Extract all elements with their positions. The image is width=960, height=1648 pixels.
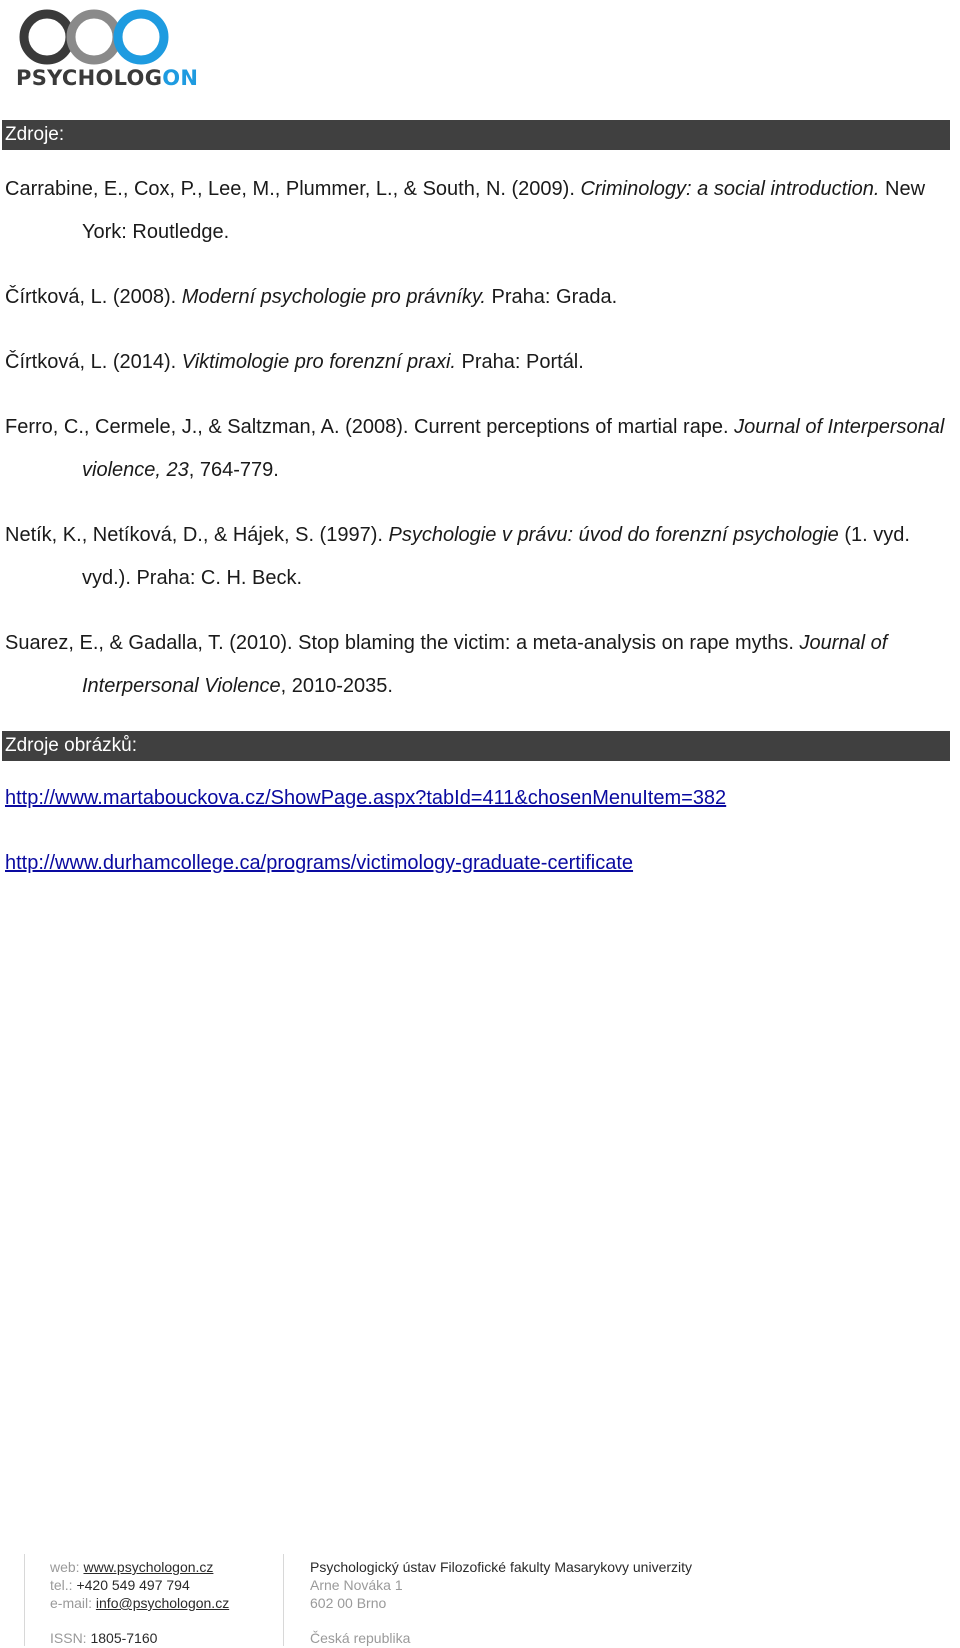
footer-institute: Psychologický ústav Filozofické fakulty Masarykovy univerzity — [310, 1559, 693, 1575]
footer-tel — [50, 1576, 229, 1594]
logo-rings-icon — [14, 6, 174, 68]
reference-text: Ferro, C., Cermele, J., & Saltzman, A. (2008). Current perceptions of martial rape. — [5, 416, 735, 438]
reference-title: Criminology: a social introduction. — [580, 178, 880, 200]
reference-title: Moderní psychologie pro právníky. — [181, 286, 486, 308]
reference-title: Psychologie v právu: úvod do forenzní psychologie — [388, 524, 839, 546]
reference-text: , 2010-2035. — [280, 675, 393, 697]
image-sources-heading: Zdroje obrázků: — [2, 731, 950, 761]
reference-title: Viktimologie pro forenzní praxi. — [181, 351, 456, 373]
footer-address — [310, 1558, 692, 1647]
reference-text: Netík, K., Netíková, D., & Hájek, S. (1997). — [5, 524, 389, 546]
footer-web-link[interactable]: www.psychologon.cz — [83, 1559, 214, 1575]
image-link-item — [5, 842, 955, 885]
psychologon-logo — [14, 6, 224, 92]
footer-label: e-mail: — [50, 1595, 96, 1611]
logo-wordmark-blue: ON — [162, 66, 199, 90]
reference-list — [5, 168, 955, 730]
footer-contact — [50, 1558, 229, 1647]
footer-country: Česká republika — [310, 1630, 411, 1646]
reference-text: Carrabine, E., Cox, P., Lee, M., Plummer, L., & South, N. (2009). — [5, 178, 581, 200]
reference-text: , 764-779. — [188, 459, 279, 481]
reference-text: Čírtková, L. (2014). — [5, 351, 182, 373]
footer-label: ISSN: — [50, 1630, 91, 1646]
image-source-link[interactable]: http://www.durhamcollege.ca/programs/victimology-graduate-certificate — [5, 852, 634, 874]
reference-text: (1. vyd. vyd.). Praha: C. H. Beck. — [82, 524, 910, 589]
logo-wordmark-dark: PSYCHOLOG — [16, 66, 163, 90]
sources-heading: Zdroje: — [2, 120, 950, 150]
image-link-list — [5, 777, 955, 907]
logo-wordmark — [16, 66, 198, 90]
reference-text: Praha: Grada. — [485, 286, 618, 308]
reference-title: Journal of Interpersonal Violence — [82, 632, 888, 697]
footer-issn — [50, 1629, 229, 1647]
footer-web — [50, 1558, 229, 1576]
footer-email — [50, 1594, 229, 1612]
footer-label: web: — [50, 1559, 84, 1575]
image-source-link[interactable]: http://www.martabouckova.cz/ShowPage.aspx?tabId=411&chosenMenuItem=382 — [5, 787, 727, 809]
footer-email-link[interactable]: info@psychologon.cz — [95, 1595, 230, 1611]
reference-text: Suarez, E., & Gadalla, T. (2010). Stop blaming the victim: a meta-analysis on rape myths. — [5, 632, 800, 654]
image-link-item — [5, 777, 955, 820]
reference-text: New York: Routledge. — [82, 178, 926, 243]
footer-label: tel.: — [50, 1577, 77, 1593]
reference-item — [5, 406, 955, 492]
reference-title: Journal of Interpersonal violence, 23 — [82, 416, 945, 481]
reference-text: Praha: Portál. — [455, 351, 584, 373]
page-footer — [0, 1552, 960, 1648]
reference-item — [5, 341, 955, 384]
reference-item — [5, 276, 955, 319]
footer-tel-value: +420 549 497 794 — [76, 1577, 190, 1593]
reference-item — [5, 622, 955, 708]
footer-street: Arne Nováka 1 — [310, 1577, 403, 1593]
footer-divider — [24, 1554, 25, 1646]
reference-item — [5, 514, 955, 600]
footer-city: 602 00 Brno — [310, 1595, 387, 1611]
reference-item — [5, 168, 955, 254]
reference-text: Čírtková, L. (2008). — [5, 286, 182, 308]
footer-issn-value: 1805-7160 — [90, 1630, 158, 1646]
footer-divider — [283, 1554, 284, 1646]
